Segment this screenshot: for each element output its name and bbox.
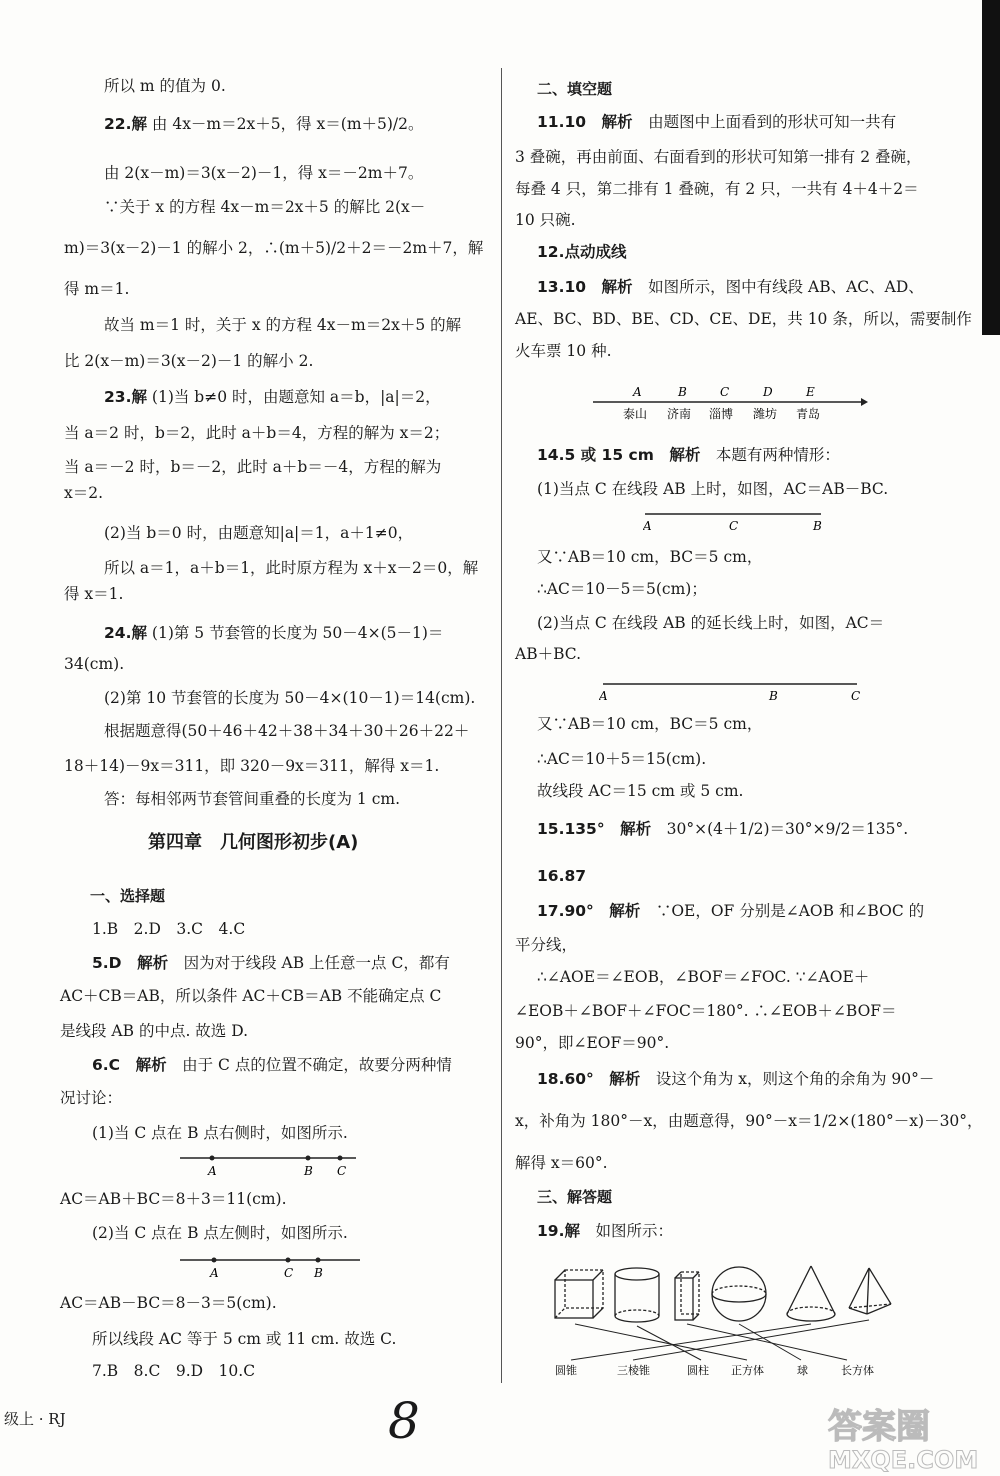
- text-line: 由 2(x－m)＝3(x－2)－1，得 x＝－2m＋7。: [104, 164, 424, 182]
- q23-number: 23.解: [104, 388, 147, 406]
- q14-figure-1: [643, 506, 825, 534]
- point: [286, 1258, 291, 1263]
- point: [212, 1258, 217, 1263]
- shape-label: 长方体: [841, 1364, 874, 1377]
- text-line: (2)当 C 点在 B 点左侧时，如图所示.: [92, 1224, 348, 1242]
- q22-line: 22.解 由 4x－m＝2x＋5，得 x＝(m＋5)/2。: [104, 115, 424, 133]
- q18-line: 18.60° 解析 设这个角为 x，则这个角的余角为 90°－: [537, 1070, 935, 1088]
- point-label: A: [633, 385, 642, 399]
- point-label: A: [643, 519, 652, 533]
- shape-label: 圆锥: [555, 1364, 577, 1377]
- q14-line: 14.5 或 15 cm 解析 本题有两种情形：: [537, 446, 840, 464]
- cuboid-icon: [675, 1272, 699, 1320]
- shape-label: 球: [797, 1364, 808, 1377]
- sphere-icon: [712, 1267, 766, 1321]
- text-line: 平分线，: [515, 936, 578, 954]
- point-label: B: [769, 689, 778, 703]
- text-line: 根据题意得(50＋46＋42＋38＋34＋30＋26＋22＋: [104, 722, 470, 740]
- text-line: 比 2(x－m)＝3(x－2)－1 的解小 2.: [64, 352, 314, 370]
- text-line: 又∵AB＝10 cm，BC＝5 cm，: [537, 715, 763, 733]
- cube-icon: [555, 1270, 603, 1318]
- point-label: C: [851, 689, 861, 703]
- q11-line: 11.10 解析 由题图中上面看到的形状可知一共有: [537, 113, 897, 131]
- city-label: 潍坊: [753, 407, 778, 421]
- q12-line: 12.点动成线: [537, 243, 627, 261]
- chapter-title: 第四章 几何图形初步(A): [148, 832, 359, 853]
- q19-line: 19.解 如图所示：: [537, 1222, 673, 1240]
- text-line: (2)当 b＝0 时，由题意知|a|＝1，a＋1≠0，: [104, 524, 414, 542]
- cone-icon: [787, 1266, 835, 1321]
- city-label: 青岛: [796, 407, 821, 421]
- text-line: 答：每相邻两节套管间重叠的长度为 1 cm.: [104, 790, 401, 808]
- point-label: A: [599, 689, 608, 703]
- q17-line: 17.90° 解析 ∵OE，OF 分别是∠AOB 和∠BOC 的: [537, 902, 925, 920]
- text-line: 况讨论：: [60, 1089, 123, 1107]
- point-label: D: [763, 385, 773, 399]
- text-line: AC＝AB＋BC＝8＋3＝11(cm).: [60, 1190, 287, 1208]
- text-line: 90°，即∠EOF＝90°.: [515, 1034, 670, 1052]
- shape-label: 三棱锥: [617, 1364, 650, 1377]
- point-label: E: [806, 385, 815, 399]
- text-line: 所以 m 的值为 0.: [104, 77, 226, 95]
- text-line: 34(cm).: [64, 655, 125, 673]
- text-line: 火车票 10 种.: [515, 342, 612, 360]
- q22-number: 22.解: [104, 115, 147, 133]
- q14-figure-2: [599, 678, 861, 706]
- point-label: B: [813, 519, 822, 533]
- point-label: B: [678, 385, 687, 399]
- page-number: 8: [388, 1392, 420, 1450]
- point-label: A: [210, 1266, 219, 1280]
- answers-line: 1.B 2.D 3.C 4.C: [92, 920, 246, 938]
- watermark-url: MXQE.COM: [828, 1446, 979, 1474]
- q6-figure-1: [180, 1150, 360, 1178]
- arrow-head-icon: [861, 398, 868, 406]
- q23-line: 23.解 (1)当 b≠0 时，由题意知 a＝b，|a|＝2，: [104, 388, 441, 406]
- text-line: 得 x＝1.: [64, 585, 124, 603]
- text-line: x，补角为 180°－x，由题意得，90°－x＝1/2×(180°－x)－30°，: [515, 1112, 983, 1130]
- triangular-pyramid-icon: [849, 1268, 891, 1314]
- city-label: 淄博: [709, 407, 734, 421]
- matching-lines: [571, 1320, 869, 1360]
- q16-line: 16.87: [537, 867, 587, 885]
- text-line: ∠EOB＋∠BOF＋∠FOC＝180°. ∴∠EOB＋∠BOF＝: [515, 1002, 897, 1020]
- point: [338, 1156, 343, 1161]
- point-label: C: [729, 519, 739, 533]
- point-label: C: [284, 1266, 294, 1280]
- q13-route-figure: [593, 382, 868, 426]
- text-line: 当 a＝2 时，b＝2，此时 a＋b＝4，方程的解为 x＝2；: [64, 424, 450, 442]
- q19-matching-figure: [551, 1262, 921, 1378]
- text-line: 10 只碗.: [515, 211, 576, 229]
- text-line: AC＝AB－BC＝8－3＝5(cm).: [60, 1294, 277, 1312]
- point-label: C: [337, 1164, 347, 1178]
- text-line: AB＋BC.: [515, 645, 581, 663]
- shape-label: 圆柱: [687, 1364, 709, 1377]
- shape-label: 正方体: [731, 1364, 764, 1377]
- point-label: A: [208, 1164, 217, 1178]
- text-line: 所以 a＝1，a＋b＝1，此时原方程为 x＋x－2＝0，解: [104, 559, 479, 577]
- text-line: (2)当点 C 在线段 AB 的延长线上时，如图，AC＝: [537, 614, 885, 632]
- q24-number: 24.解: [104, 624, 147, 642]
- q5-line: 5.D 解析 因为对于线段 AB 上任意一点 C，都有: [92, 954, 450, 972]
- city-label: 济南: [667, 407, 692, 421]
- city-label: 泰山: [623, 407, 648, 421]
- text-line: 3 叠碗，再由前面、右面看到的形状可知第一排有 2 叠碗，: [515, 148, 922, 166]
- text-line: 又∵AB＝10 cm，BC＝5 cm，: [537, 548, 763, 566]
- text-line: 所以线段 AC 等于 5 cm 或 11 cm. 故选 C.: [92, 1330, 397, 1348]
- section-heading: 三、解答题: [537, 1188, 613, 1206]
- q13-line: 13.10 解析 如图所示，图中有线段 AB、AC、AD、: [537, 278, 924, 296]
- point-label: B: [304, 1164, 313, 1178]
- text-line: 当 a＝－2 时，b＝－2，此时 a＋b＝－4，方程的解为: [64, 458, 442, 476]
- point: [316, 1258, 321, 1263]
- q6-line: 6.C 解析 由于 C 点的位置不确定，故要分两种情: [92, 1056, 452, 1074]
- page-edge-tab: [982, 0, 1000, 335]
- footer-grade-label: 级上 · RJ: [4, 1410, 66, 1428]
- text-line: AC＋CB＝AB，所以条件 AC＋CB＝AB 不能确定点 C: [60, 987, 442, 1005]
- text-line: ∴AC＝10－5＝5(cm)；: [537, 580, 707, 598]
- q15-line: 15.135° 解析 30°×(4＋1/2)＝30°×9/2＝135°.: [537, 820, 909, 838]
- text-line: 故线段 AC＝15 cm 或 5 cm.: [537, 782, 744, 800]
- column-divider: [501, 68, 502, 1383]
- section-heading: 一、选择题: [90, 887, 166, 905]
- text-line: 每叠 4 只，第二排有 1 叠碗，有 2 只，一共有 4＋4＋2＝: [515, 180, 919, 198]
- text-line: (2)第 10 节套管的长度为 50－4×(10－1)＝14(cm).: [104, 689, 476, 707]
- answers-line: 7.B 8.C 9.D 10.C: [92, 1362, 256, 1380]
- text-line: ∵关于 x 的方程 4x－m＝2x＋5 的解比 2(x－: [104, 198, 426, 216]
- text-line: (1)当点 C 在线段 AB 上时，如图，AC＝AB－BC.: [537, 480, 889, 498]
- point: [306, 1156, 311, 1161]
- text-line: m)＝3(x－2)－1 的解小 2，∴(m＋5)/2＋2＝－2m＋7，解: [64, 239, 484, 257]
- text-line: 18＋14)－9x＝311，即 320－9x＝311，解得 x＝1.: [64, 757, 440, 775]
- text-line: ∴AC＝10＋5＝15(cm).: [537, 750, 707, 768]
- watermark-text: 答案圈: [828, 1407, 930, 1447]
- section-heading: 二、填空题: [537, 80, 613, 98]
- cylinder-icon: [615, 1268, 659, 1322]
- text-line: 故当 m＝1 时，关于 x 的方程 4x－m＝2x＋5 的解: [104, 316, 462, 334]
- text-line: ∴∠AOE＝∠EOB，∠BOF＝∠FOC. ∵∠AOE＋: [537, 968, 870, 986]
- point-label: C: [720, 385, 730, 399]
- text-line: x＝2.: [64, 484, 104, 502]
- text-line: 得 m＝1.: [64, 280, 130, 298]
- q24-line: 24.解 (1)第 5 节套管的长度为 50－4×(5－1)＝: [104, 624, 444, 642]
- text-line: 是线段 AB 的中点. 故选 D.: [60, 1022, 249, 1040]
- watermark-logo: [808, 1398, 998, 1474]
- text-line: AE、BC、BD、BE、CD、CE、DE，共 10 条，所以，需要制作: [515, 310, 972, 328]
- text-line: (1)当 C 点在 B 点右侧时，如图所示.: [92, 1124, 348, 1142]
- point-label: B: [314, 1266, 323, 1280]
- point: [210, 1156, 215, 1161]
- q6-figure-2: [180, 1252, 362, 1280]
- text-line: 解得 x＝60°.: [515, 1154, 608, 1172]
